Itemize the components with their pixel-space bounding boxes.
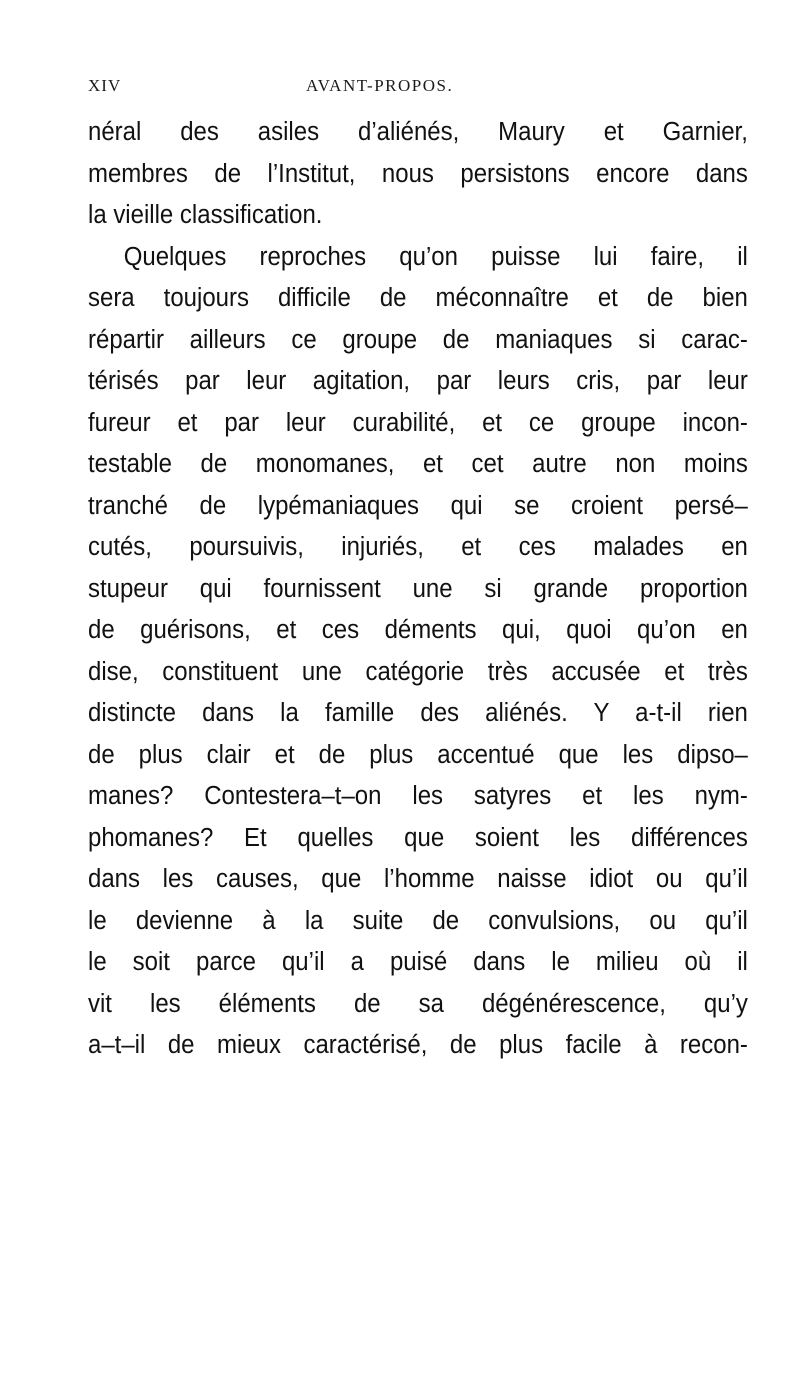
text-line: de plus clair et de plus accentué que les dipso–: [88, 740, 748, 769]
text-line: distincte dans la famille des aliénés. Y a-t-il rien: [88, 699, 748, 727]
body-text: [88, 112, 768, 1067]
text-line: testable de monomanes, et cet autre non moins: [88, 450, 748, 478]
text-line: sera toujours difficile de méconnaître et de bien: [88, 284, 748, 312]
text-line: néral des asiles d’aliénés, Maury et Garnier,: [88, 118, 748, 146]
text-line: dans les causes, que l’homme naisse idiot ou qu’il: [88, 865, 748, 893]
text-line: vit les éléments de sa dégénérescence, qu’y: [88, 989, 748, 1018]
text-line: stupeur qui fournissent une si grande proportion: [88, 574, 748, 603]
text-line: tranché de lypémaniaques qui se croient persé–: [88, 491, 748, 520]
section-title: AVANT-PROPOS.: [306, 76, 454, 95]
text-line: phomanes? Et quelles que soient les différences: [88, 823, 748, 852]
text-line: cutés, poursuivis, injuriés, et ces malades en: [88, 533, 748, 561]
text-line: le soit parce qu’il a puisé dans le milieu où il: [88, 948, 748, 976]
text-line: dise, constituent une catégorie très accusée et très: [88, 657, 748, 686]
text-line: manes? Contestera–t–on les satyres et les nym-: [88, 782, 748, 810]
text-line: répartir ailleurs ce groupe de maniaques si carac-: [88, 325, 748, 354]
text-line: la vieille classification.: [88, 201, 323, 229]
text-line: Quelques reproches qu’on puisse lui faire, il: [123, 242, 748, 271]
text-line: de guérisons, et ces déments qui, quoi qu’on en: [88, 616, 748, 644]
text-line: membres de l’Institut, nous persistons encore dans: [88, 159, 748, 188]
running-head: [88, 76, 748, 106]
text-line: fureur et par leur curabilité, et ce groupe incon-: [88, 408, 748, 437]
text-line: le devienne à la suite de convulsions, ou qu’il: [88, 906, 748, 935]
page-number: XIV: [88, 76, 122, 95]
text-line: a–t–il de mieux caractérisé, de plus facile à recon-: [88, 1031, 748, 1059]
text-line: térisés par leur agitation, par leurs cris, par leur: [88, 367, 748, 395]
